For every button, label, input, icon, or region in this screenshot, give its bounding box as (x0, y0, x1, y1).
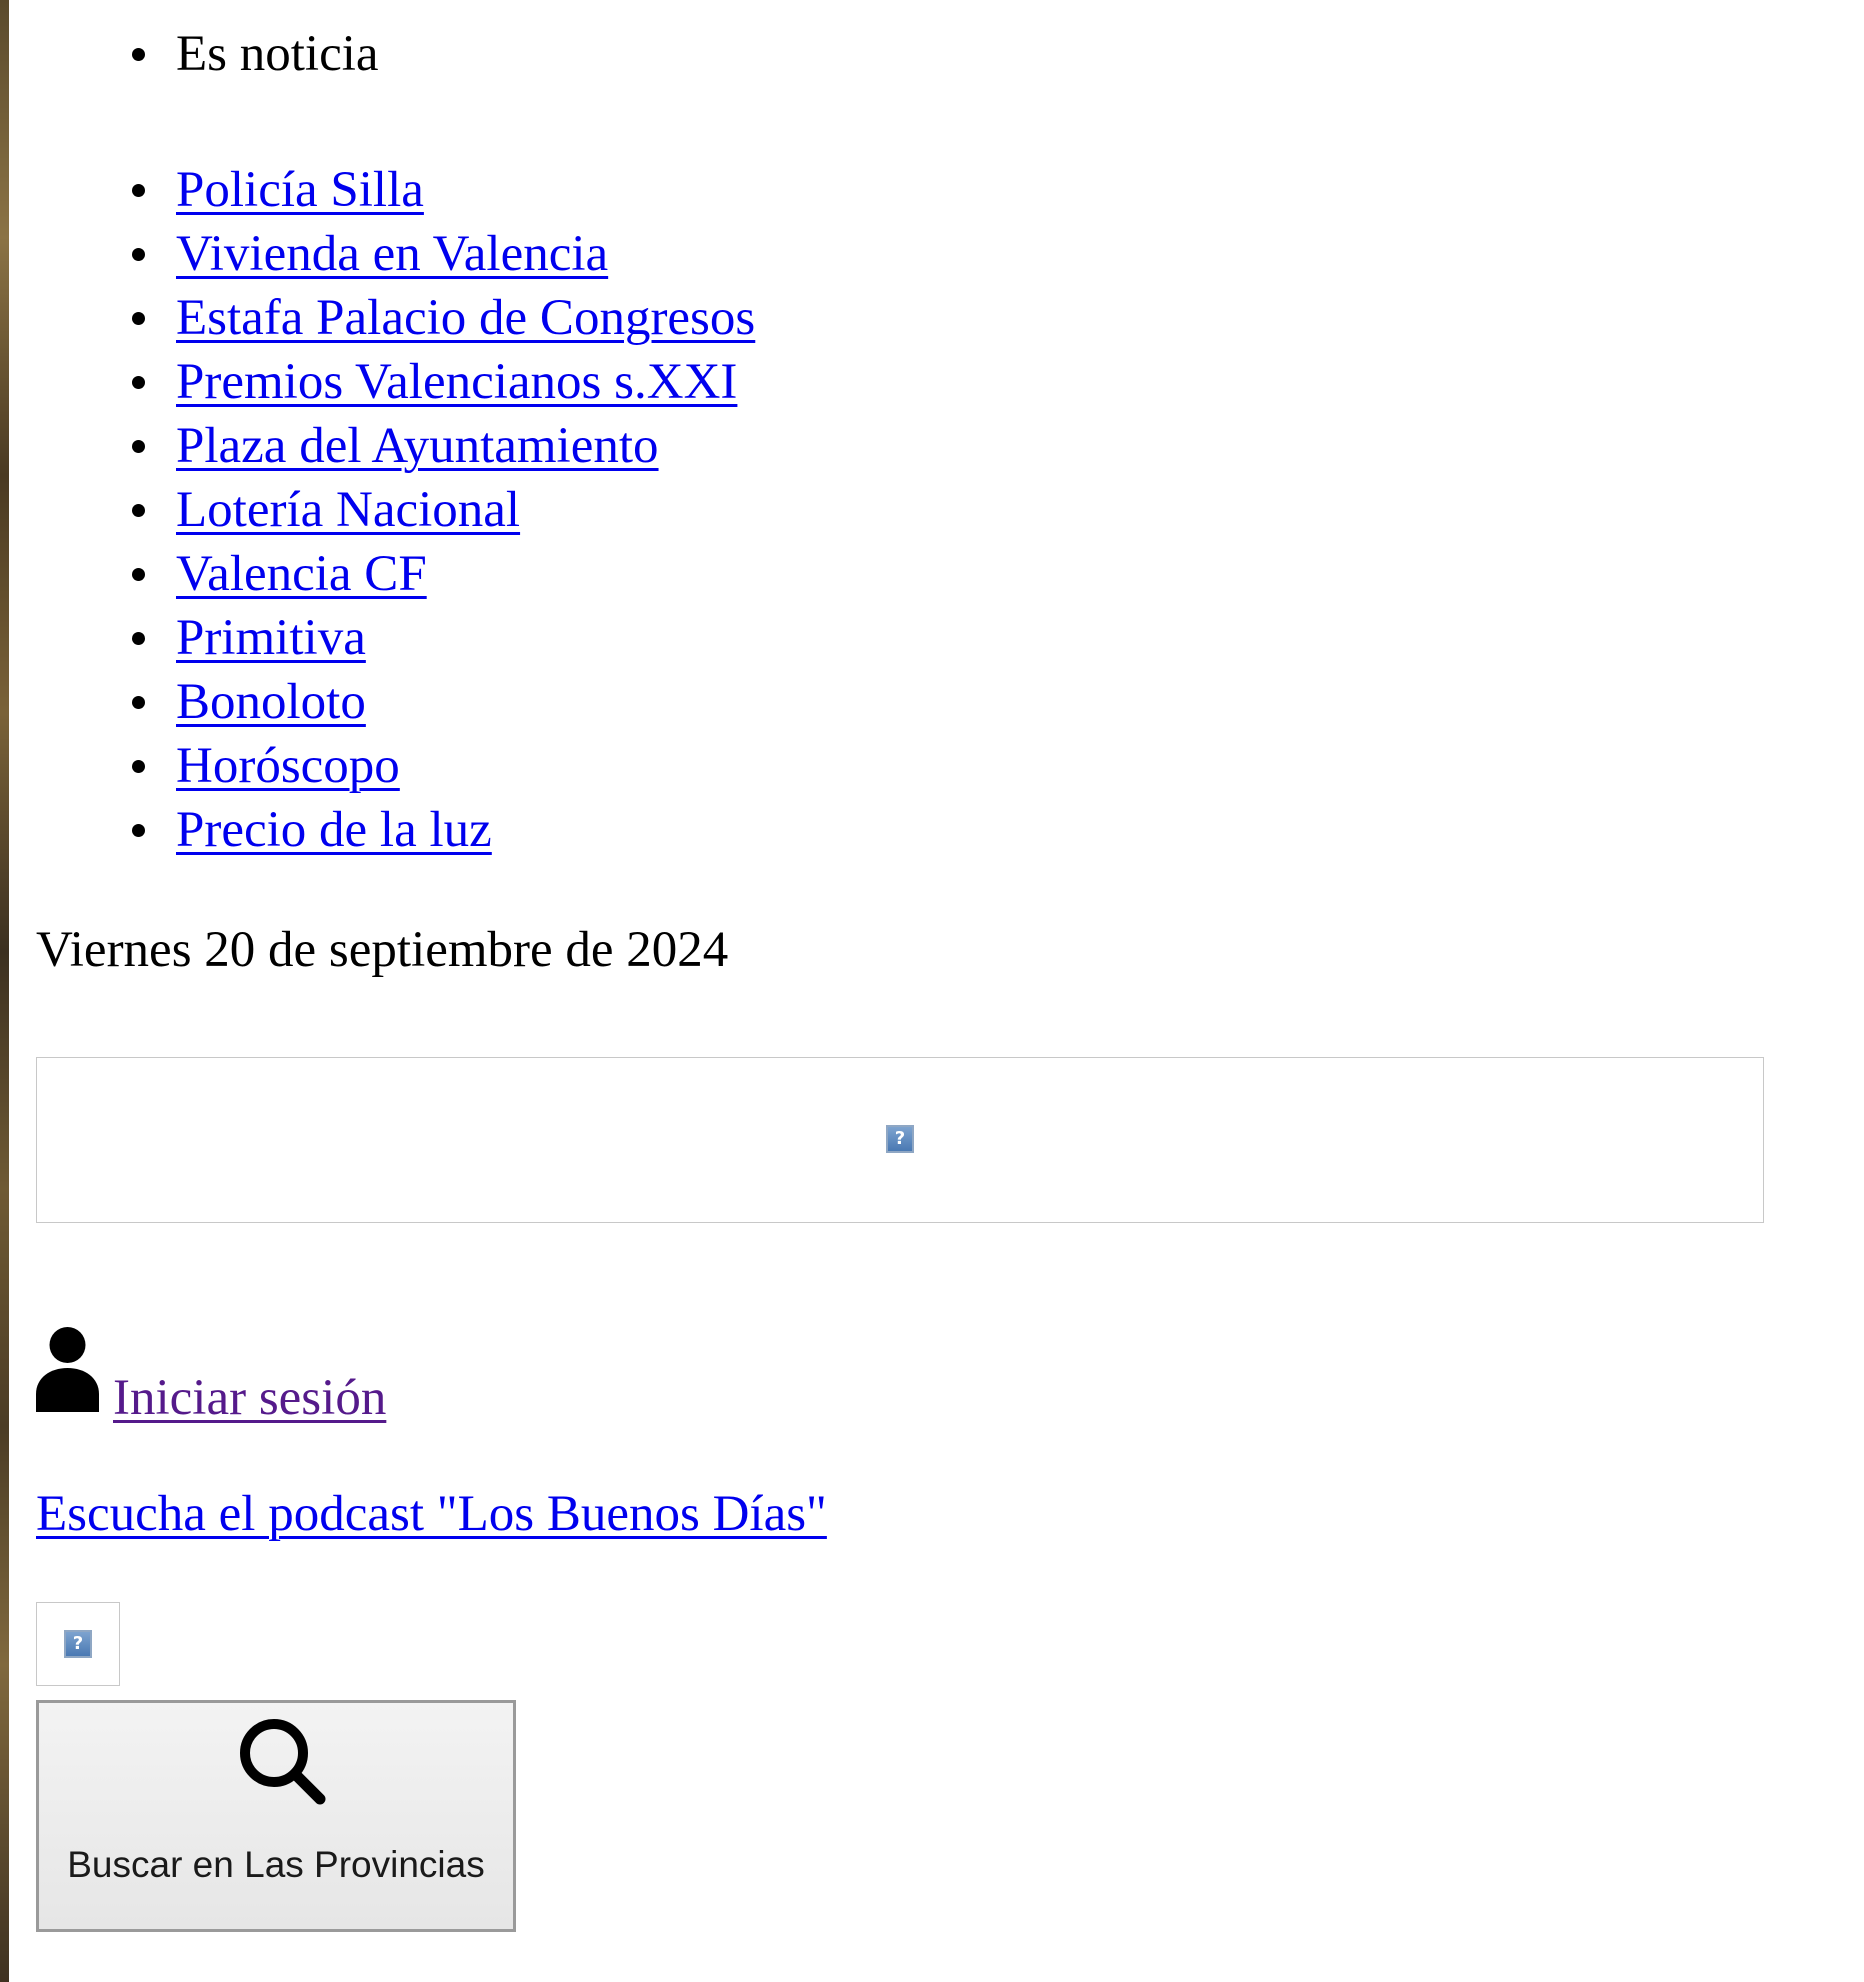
trending-topics-list (176, 158, 755, 862)
list-item (176, 670, 755, 734)
podcast-link[interactable]: Escucha el podcast "Los Buenos Días" (36, 1486, 827, 1542)
current-date: Viernes 20 de septiembre de 2024 (36, 922, 729, 978)
list-item (176, 606, 755, 670)
trending-link-valencia-cf[interactable]: Valencia CF (176, 546, 427, 602)
bullet-icon (132, 632, 145, 645)
list-item (176, 414, 755, 478)
bullet-icon (132, 440, 145, 453)
trending-link-premios-valencianos[interactable]: Premios Valencianos s.XXI (176, 354, 738, 410)
bullet-icon (132, 48, 145, 61)
bullet-icon (132, 760, 145, 773)
logo-image-placeholder[interactable] (36, 1602, 120, 1686)
bullet-icon (132, 248, 145, 261)
bullet-icon (132, 376, 145, 389)
broken-image-icon: ? (886, 1125, 914, 1153)
trending-link-loteria-nacional[interactable]: Lotería Nacional (176, 482, 521, 538)
search-icon (236, 1715, 326, 1805)
trending-link-estafa-palacio[interactable]: Estafa Palacio de Congresos (176, 290, 756, 346)
es-noticia-heading-list (176, 22, 379, 86)
trending-link-bonoloto[interactable]: Bonoloto (176, 674, 366, 730)
trending-link-precio-luz[interactable]: Precio de la luz (176, 802, 492, 858)
trending-link-horoscopo[interactable]: Horóscopo (176, 738, 400, 794)
login-label: Iniciar sesión (113, 1370, 387, 1426)
bullet-icon (132, 696, 145, 709)
bullet-icon (132, 504, 145, 517)
broken-image-icon: ? (64, 1630, 92, 1658)
bullet-icon (132, 568, 145, 581)
user-icon (36, 1326, 99, 1412)
search-button[interactable] (36, 1700, 516, 1932)
bullet-icon (132, 184, 145, 197)
list-item (176, 734, 755, 798)
trending-link-plaza-ayuntamiento[interactable]: Plaza del Ayuntamiento (176, 418, 659, 474)
list-item (176, 22, 379, 86)
search-button-label: Buscar en Las Provincias (67, 1844, 485, 1885)
list-item (176, 350, 755, 414)
es-noticia-label: Es noticia (176, 26, 379, 82)
list-item (176, 222, 755, 286)
list-item (176, 286, 755, 350)
list-item (176, 478, 755, 542)
bullet-icon (132, 824, 145, 837)
trending-link-primitiva[interactable]: Primitiva (176, 610, 366, 666)
list-item (176, 542, 755, 606)
list-item (176, 158, 755, 222)
bullet-icon (132, 312, 145, 325)
ad-banner[interactable] (36, 1057, 1764, 1223)
trending-link-vivienda-valencia[interactable]: Vivienda en Valencia (176, 226, 609, 282)
trending-link-policia-silla[interactable]: Policía Silla (176, 162, 424, 218)
list-item (176, 798, 755, 862)
